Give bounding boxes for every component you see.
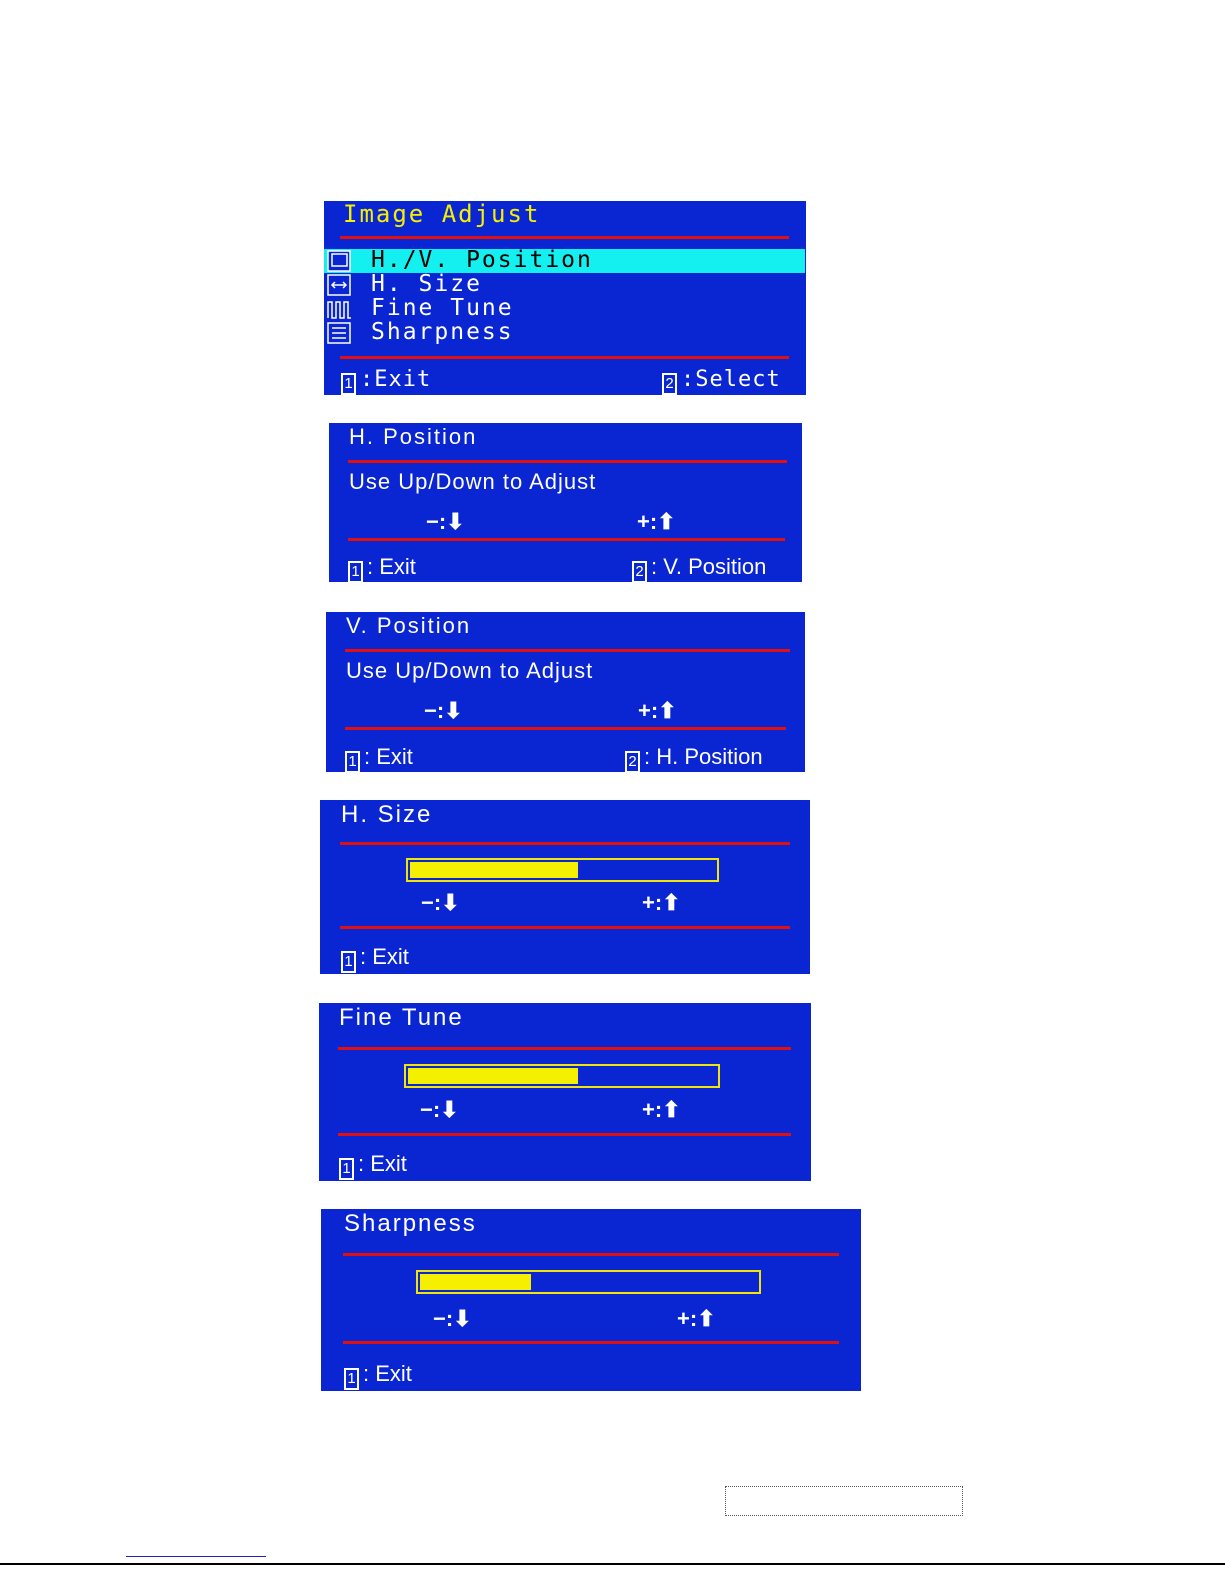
menu-title: Image Adjust	[343, 200, 541, 228]
key-2-icon: 2	[625, 751, 640, 773]
menu-item-fine-tune[interactable]	[324, 297, 805, 321]
menu-item-sharpness[interactable]	[324, 321, 805, 345]
divider	[343, 1341, 839, 1344]
position-icon	[326, 250, 352, 272]
divider	[348, 460, 787, 463]
instruction-text: Use Up/Down to Adjust	[349, 469, 597, 494]
divider	[340, 356, 789, 359]
panel-title: H. Size	[341, 801, 433, 828]
select-hint[interactable]: 2 :Select	[662, 367, 781, 395]
footer-box	[725, 1486, 963, 1516]
increase-hint[interactable]: +:⬆	[638, 698, 677, 723]
panel-title: H. Position	[349, 424, 478, 449]
divider	[343, 1253, 839, 1256]
menu-item-label: H. Size	[371, 271, 482, 297]
sharpness-icon	[326, 322, 352, 344]
key-1-icon: 1	[348, 561, 363, 583]
divider	[348, 538, 785, 541]
increase-hint[interactable]: +:⬆	[642, 890, 681, 915]
key-1-icon: 1	[344, 1368, 359, 1390]
exit-hint[interactable]: 1 : Exit	[345, 744, 413, 773]
key-2-icon: 2	[632, 561, 647, 583]
exit-hint[interactable]: 1 : Exit	[339, 1151, 407, 1180]
divider	[338, 1047, 791, 1050]
menu-item-label: H./V. Position	[371, 247, 593, 273]
key-1-icon: 1	[341, 373, 356, 395]
level-fill	[420, 1274, 531, 1290]
key-2-icon: 2	[662, 373, 677, 395]
v-position-panel	[326, 612, 805, 772]
divider	[340, 842, 790, 845]
exit-hint[interactable]: 1 :Exit	[341, 367, 431, 395]
decrease-hint[interactable]: −:⬇	[420, 1097, 459, 1122]
increase-hint[interactable]: +:⬆	[637, 509, 676, 534]
divider	[338, 1133, 791, 1136]
h-position-hint[interactable]: 2 : H. Position	[625, 744, 763, 773]
divider	[345, 727, 786, 730]
divider	[345, 649, 790, 652]
decrease-hint[interactable]: −:⬇	[433, 1306, 472, 1331]
page-bottom-rule	[0, 1563, 1225, 1565]
decrease-hint[interactable]: −:⬇	[424, 698, 463, 723]
level-fill	[408, 1068, 578, 1084]
fine-tune-icon	[326, 298, 352, 320]
image-adjust-menu	[324, 201, 806, 395]
increase-hint[interactable]: +:⬆	[642, 1097, 681, 1122]
key-1-icon: 1	[341, 951, 356, 973]
decrease-hint[interactable]: −:⬇	[421, 890, 460, 915]
level-fill	[410, 862, 578, 878]
menu-item-hv-position[interactable]	[324, 249, 805, 273]
divider	[340, 926, 790, 929]
v-position-hint[interactable]: 2 : V. Position	[632, 554, 766, 583]
panel-title: Fine Tune	[339, 1004, 464, 1031]
increase-hint[interactable]: +:⬆	[677, 1306, 716, 1331]
footer-link-underline	[126, 1556, 266, 1557]
level-bar[interactable]	[404, 1064, 720, 1088]
sharpness-panel	[321, 1209, 861, 1391]
menu-item-label: Fine Tune	[371, 295, 514, 321]
key-1-icon: 1	[339, 1158, 354, 1180]
h-size-icon	[326, 274, 352, 296]
menu-item-h-size[interactable]	[324, 273, 805, 297]
exit-hint[interactable]: 1 : Exit	[344, 1361, 412, 1390]
h-size-panel	[320, 800, 810, 974]
level-bar[interactable]	[406, 858, 719, 882]
level-bar[interactable]	[416, 1270, 761, 1294]
decrease-hint[interactable]: −:⬇	[426, 509, 465, 534]
exit-hint[interactable]: 1 : Exit	[348, 554, 416, 583]
panel-title: Sharpness	[344, 1210, 477, 1237]
instruction-text: Use Up/Down to Adjust	[346, 658, 594, 683]
fine-tune-panel	[319, 1003, 811, 1181]
divider	[340, 236, 789, 239]
panel-title: V. Position	[346, 613, 472, 638]
h-position-panel	[329, 423, 802, 582]
menu-item-label: Sharpness	[371, 319, 514, 345]
key-1-icon: 1	[345, 751, 360, 773]
exit-hint[interactable]: 1 : Exit	[341, 944, 409, 973]
